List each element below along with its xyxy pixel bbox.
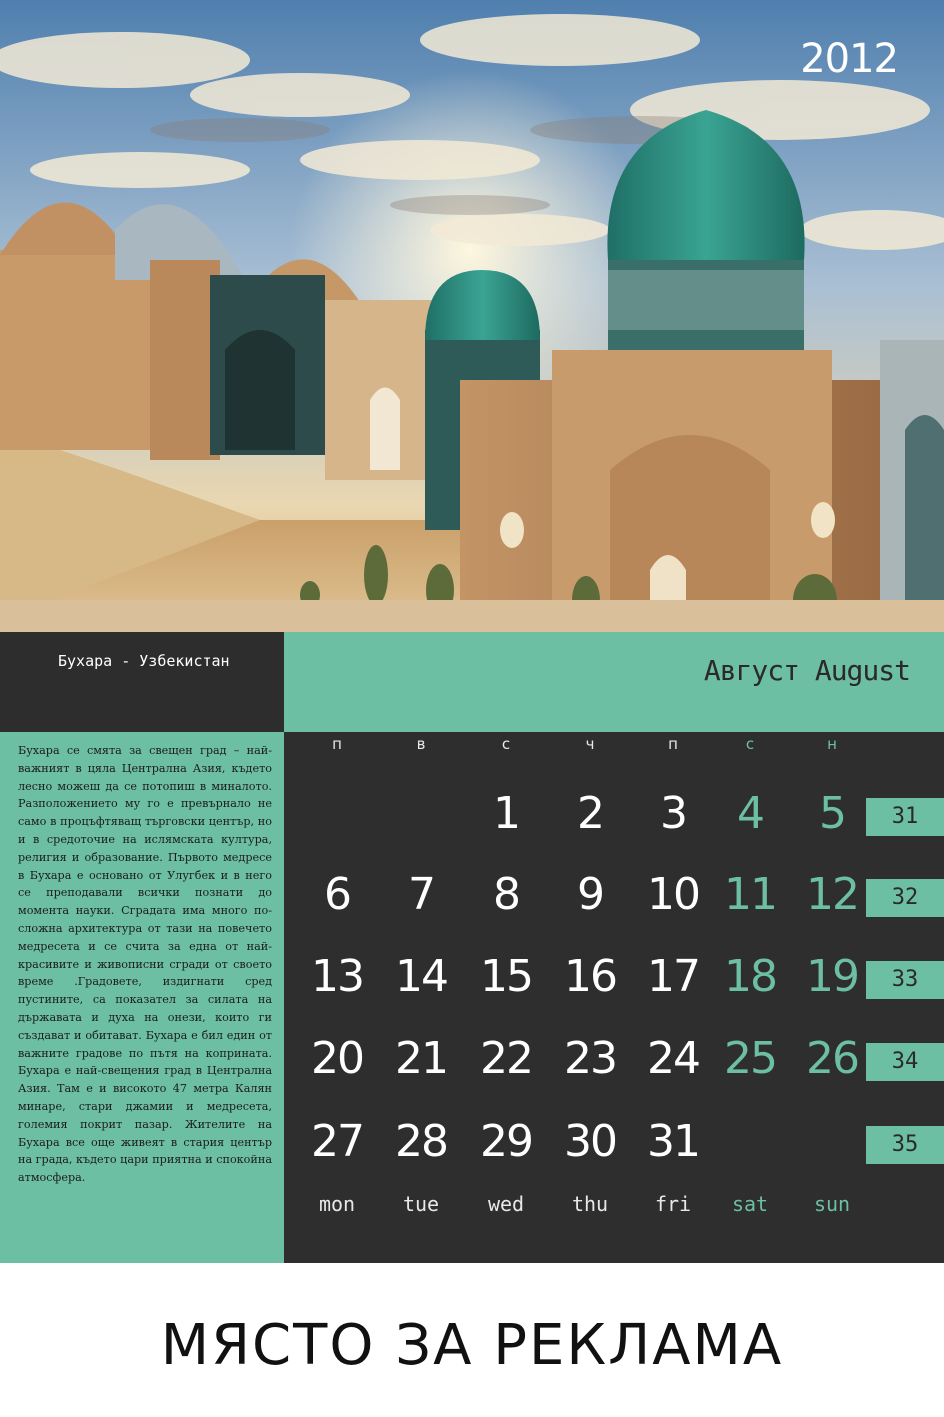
day-cell: 17 [647, 951, 699, 1002]
day-cell: 10 [647, 869, 699, 920]
day-cell: 13 [311, 951, 363, 1002]
day-cell: 16 [564, 951, 616, 1002]
weekday-header: с [745, 735, 755, 753]
day-cell: 21 [395, 1033, 447, 1084]
weekday-header: п [668, 735, 678, 753]
day-cell: 15 [480, 951, 532, 1002]
year-label: 2012 [800, 36, 898, 82]
month-title: Август August [703, 654, 910, 687]
day-cell: 18 [724, 951, 776, 1002]
day-cell: 12 [806, 869, 858, 920]
day-cell: 24 [647, 1033, 699, 1084]
day-cell: 11 [724, 869, 776, 920]
day-cell: 8 [493, 869, 519, 920]
day-cell: 28 [395, 1116, 447, 1167]
cover-photo [0, 0, 944, 632]
weekday-footer: mon [318, 1192, 356, 1216]
week-number: 32 [866, 879, 944, 917]
day-cell: 3 [660, 788, 686, 839]
weekday-header: н [827, 735, 837, 753]
day-cell: 26 [806, 1033, 858, 1084]
day-cell: 1 [493, 788, 519, 839]
day-cell: 22 [480, 1033, 532, 1084]
day-cell: 9 [577, 869, 603, 920]
day-cell: 6 [324, 869, 350, 920]
day-cell: 19 [806, 951, 858, 1002]
description-text: Бухара се смята за свещен град – най-важният в цяла Централна Азия, където лесно можеш да се потопиш в миналото. Разположението му го е превърнало не само в процъфтяващ търговски център, но и в средоточие на ислямската култура, религия и образование. Първото медресе в Бухара е основано от Улугбек и в него се преподавали всички познати до момента науки. Сградата има много по-сложна архитектура от тази на повечето медресета и се счита за една от най-красивите и живописни сгради от своето време .Градовете, издигнати сред пустините, са показател за силата на държавата и духа на онези, които ги създават и обитават. Бухара е бил един от важните градове по пътя на коприната. Бухара е най-свещения град в Централна Азия. Там е и високото 47 метра Калян минаре, стари джамии и медресета, големия покрит пазар. Жителите на Бухара все още живеят в стария център на града, където цари приятна и спокойна атмосфера. [18, 744, 272, 1185]
day-cell: 14 [395, 951, 447, 1002]
bukhara-illustration [0, 0, 944, 632]
location-caption: Бухара - Узбекистан [58, 652, 230, 670]
day-cell: 29 [480, 1116, 532, 1167]
day-cell: 23 [564, 1033, 616, 1084]
weekday-footer: fri [654, 1192, 692, 1216]
day-cell: 7 [408, 869, 434, 920]
week-number: 34 [866, 1043, 944, 1081]
weekday-footer: sat [731, 1192, 769, 1216]
day-cell: 25 [724, 1033, 776, 1084]
weekday-footer: tue [402, 1192, 440, 1216]
day-cell: 27 [311, 1116, 363, 1167]
week-number: 31 [866, 798, 944, 836]
week-number: 35 [866, 1126, 944, 1164]
weekday-footer: sun [813, 1192, 851, 1216]
weekday-header: ч [585, 735, 595, 753]
day-cell: 2 [577, 788, 603, 839]
weekday-header: п [332, 735, 342, 753]
weekday-header: в [416, 735, 426, 753]
day-cell: 20 [311, 1033, 363, 1084]
advertisement-placeholder: МЯСТО ЗА РЕКЛАМА [160, 1313, 784, 1378]
week-number: 33 [866, 961, 944, 999]
weekday-footer: wed [487, 1192, 525, 1216]
weekday-header: с [501, 735, 511, 753]
day-cell: 31 [647, 1116, 699, 1167]
day-cell: 4 [737, 788, 763, 839]
day-cell: 5 [819, 788, 845, 839]
caption-panel [0, 632, 284, 732]
weekday-footer: thu [571, 1192, 609, 1216]
day-cell: 30 [564, 1116, 616, 1167]
